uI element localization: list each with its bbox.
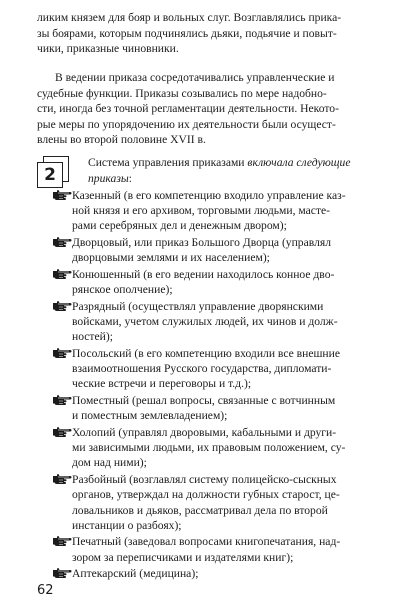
text-line: Холопий (управлял дворовыми, кабальными и други- xyxy=(72,426,337,440)
page-number: 62 xyxy=(37,583,54,598)
text-line: Дворцовый, или приказ Большого Дворца (управлял xyxy=(72,236,331,250)
text-line: рами серебряных дел и денежным двором); xyxy=(72,219,287,233)
text-line: Печатный (заведовал вопросами книгопечатания, над- xyxy=(72,535,341,549)
pointing-hand-icon xyxy=(52,473,72,485)
orders-list xyxy=(52,188,378,583)
text-line: чики, приказные чиновники. xyxy=(37,42,179,56)
list-item xyxy=(52,566,378,581)
text-line: Казенный (в его компетенцию входило управление каз- xyxy=(72,189,346,202)
pointing-hand-icon xyxy=(52,394,72,406)
list-item-text xyxy=(72,267,378,297)
list-item-text xyxy=(72,472,378,533)
text-line: ностей); xyxy=(72,330,113,344)
list-item-text xyxy=(72,299,378,345)
list-item xyxy=(52,188,378,234)
text-line: ловальников и дьяков, рассматривал дела по второй xyxy=(72,503,328,517)
paragraph-1 xyxy=(37,10,376,57)
text-line: дворцовыми землями и их населением); xyxy=(72,251,270,265)
text-line: органов, утверждал на должности губных старост, це- xyxy=(72,488,340,502)
list-item xyxy=(52,299,378,345)
text-line: рянское ополчение); xyxy=(72,283,173,297)
intro-line-1 xyxy=(88,155,378,171)
intro-italic: включала следующие xyxy=(247,156,351,169)
text-line: сти, иногда без точной регламентации деятельности. Некото- xyxy=(37,102,339,116)
pointing-hand-icon xyxy=(52,300,72,312)
text-line: Посольский (в его компетенцию входили все внешние xyxy=(72,347,340,361)
text-line: В ведении приказа сосредотачивались управленческие и xyxy=(55,71,335,84)
intro-colon: : xyxy=(128,171,132,185)
text-line: дом над ними); xyxy=(72,456,147,470)
text-line: инстанции о разбоях); xyxy=(72,518,182,532)
text-line: ликим князем для бояр и вольных слуг. Возглавлялись прика- xyxy=(37,11,342,24)
pointing-hand-icon xyxy=(52,236,72,248)
badge-number: 2 xyxy=(37,162,63,188)
list-item xyxy=(52,346,378,392)
list-item-text xyxy=(72,188,378,234)
pointing-hand-icon xyxy=(52,189,72,201)
list-item xyxy=(52,267,378,297)
list-item-text xyxy=(72,425,378,471)
list-intro xyxy=(88,155,378,186)
list-item xyxy=(52,534,378,564)
text-line: зором за переписчиками и издателями книг); xyxy=(72,550,294,564)
list-item xyxy=(52,425,378,471)
intro-line-2 xyxy=(88,171,378,187)
text-line: судебные функции. Приказы созывались по мере надобно- xyxy=(37,86,327,100)
text-line: ной князя и его архивом, торговыми людьми, масте- xyxy=(72,204,331,218)
intro-italic: приказы xyxy=(88,171,129,185)
text-line: Разбойный (возглавлял систему полицейско-сыскных xyxy=(72,473,337,487)
text-line: рые меры по упорядочению их деятельности были осущест- xyxy=(37,117,336,131)
pointing-hand-icon xyxy=(52,347,72,359)
text-line: ми зависимыми людьми, их правовым положением, су- xyxy=(72,441,346,455)
text-line: влены во второй половине XVII в. xyxy=(37,133,206,147)
pointing-hand-icon xyxy=(52,268,72,280)
text-line: и поместным землевладением); xyxy=(72,409,228,423)
text-line: Аптекарский (медицина); xyxy=(72,567,199,581)
text-line: Конюшенный (в его ведении находилось конное дво- xyxy=(72,268,335,282)
list-item xyxy=(52,393,378,423)
list-item-text xyxy=(72,346,378,392)
list-item xyxy=(52,472,378,533)
list-item-text xyxy=(72,534,378,564)
intro-text: Система управления приказами xyxy=(88,156,248,169)
text-line: Поместный (решал вопросы, связанные с вотчинным xyxy=(72,394,336,408)
text-line: взаимоотношения Русского государства, дипломати- xyxy=(72,362,332,376)
text-line: Разрядный (осуществлял управление дворянскими xyxy=(72,299,324,313)
pointing-hand-icon xyxy=(52,426,72,438)
list-item-text xyxy=(72,566,378,581)
text-line: ческие встречи и переговоры и т.д.); xyxy=(72,377,252,391)
stacked-pages-icon xyxy=(37,156,73,186)
pointing-hand-icon xyxy=(52,567,72,579)
paragraph-2 xyxy=(37,70,376,148)
text-line: войсками, учетом служилых людей, их чинов и долж- xyxy=(72,315,338,329)
list-item-text xyxy=(72,393,378,423)
text-line: зы боярами, которым подчинялись дьяки, подьячие и повыт- xyxy=(37,26,337,40)
pointing-hand-icon xyxy=(52,535,72,547)
list-item-text xyxy=(72,235,378,265)
list-item xyxy=(52,235,378,265)
